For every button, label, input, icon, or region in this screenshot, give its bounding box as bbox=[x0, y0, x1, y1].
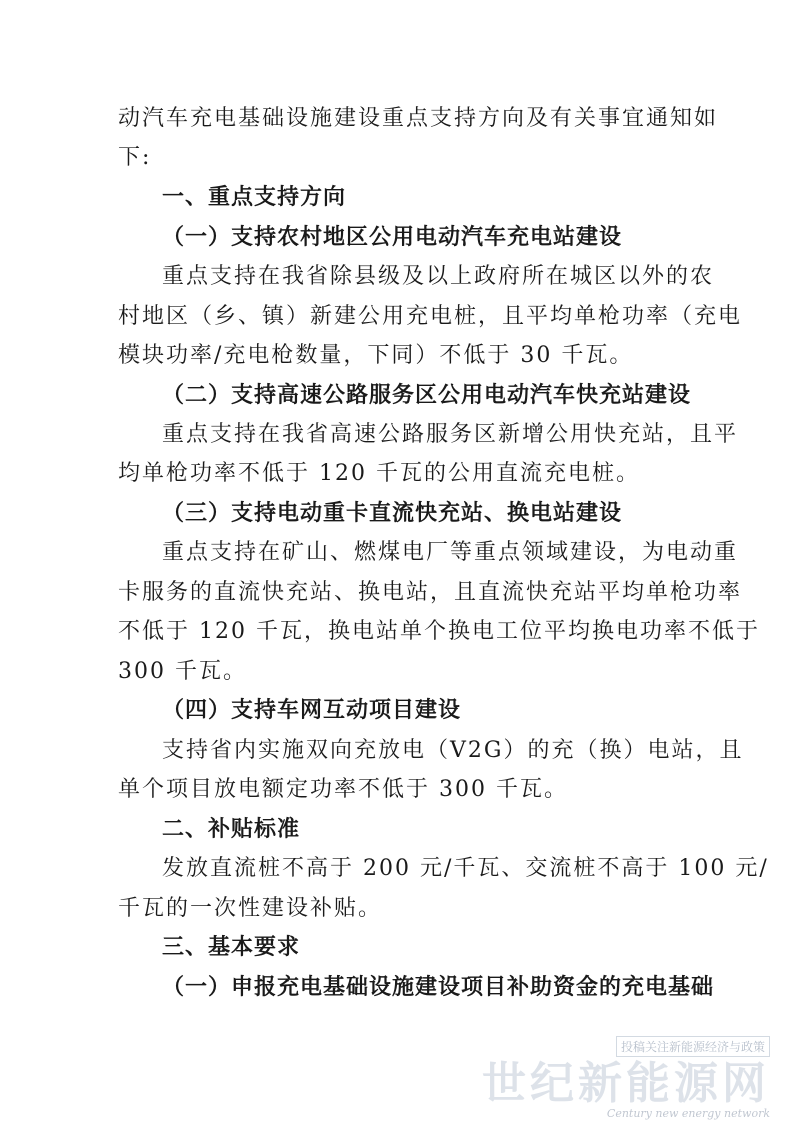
section-heading-2: 二、补贴标准 bbox=[162, 817, 301, 842]
paragraph-line-7: 模块功率/充电枪数量，下同）不低于 30 千瓦。 bbox=[118, 343, 634, 368]
paragraph-line-15: 300 千瓦。 bbox=[118, 659, 247, 684]
subsection-heading-4: （四）支持车网互动项目建设 bbox=[162, 698, 462, 723]
paragraph-line-6: 村地区（乡、镇）新建公用充电桩，且平均单枪功率（充电 bbox=[118, 304, 743, 329]
watermark-title: 世纪新能源网 bbox=[482, 1058, 770, 1109]
paragraph-line-1: 动汽车充电基础设施建设重点支持方向及有关事宜通知如 bbox=[118, 106, 719, 131]
paragraph-line-17: 支持省内实施双向充放电（V2G）的充（换）电站，且 bbox=[162, 738, 744, 763]
paragraph-line-18: 单个项目放电额定功率不低于 300 千瓦。 bbox=[118, 777, 568, 802]
watermark-banner: 投稿关注新能源经济与政策 bbox=[616, 1036, 770, 1057]
subsection-heading-2: （二）支持高速公路服务区公用电动汽车快充站建设 bbox=[162, 383, 692, 408]
paragraph-line-5: 重点支持在我省除县级及以上政府所在城区以外的农 bbox=[162, 264, 715, 289]
watermark-subtitle: Century new energy network bbox=[606, 1107, 770, 1120]
paragraph-line-20: 发放直流桩不高于 200 元/千瓦、交流桩不高于 100 元/ bbox=[162, 856, 769, 881]
watermark bbox=[482, 1036, 770, 1120]
paragraph-line-13: 卡服务的直流快充站、换电站，且直流快充站平均单枪功率 bbox=[118, 580, 743, 605]
paragraph-line-12: 重点支持在矿山、燃煤电厂等重点领域建设，为电动重 bbox=[162, 540, 739, 565]
paragraph-line-14: 不低于 120 千瓦，换电站单个换电工位平均换电功率不低于 bbox=[118, 619, 760, 644]
paragraph-line-9: 重点支持在我省高速公路服务区新增公用快充站，且平 bbox=[162, 422, 739, 447]
subsection-heading-1: （一）支持农村地区公用电动汽车充电站建设 bbox=[162, 225, 623, 250]
section-heading-3: 三、基本要求 bbox=[162, 935, 301, 960]
section-heading-1: 一、重点支持方向 bbox=[162, 185, 347, 210]
subsection-heading-3: （三）支持电动重卡直流快充站、换电站建设 bbox=[162, 501, 623, 526]
paragraph-line-2: 下: bbox=[118, 145, 152, 170]
subsection-heading-5: （一）申报充电基础设施建设项目补助资金的充电基础 bbox=[162, 975, 715, 1000]
paragraph-line-10: 均单枪功率不低于 120 千瓦的公用直流充电桩。 bbox=[118, 461, 640, 486]
paragraph-line-21: 千瓦的一次性建设补贴。 bbox=[118, 896, 383, 921]
